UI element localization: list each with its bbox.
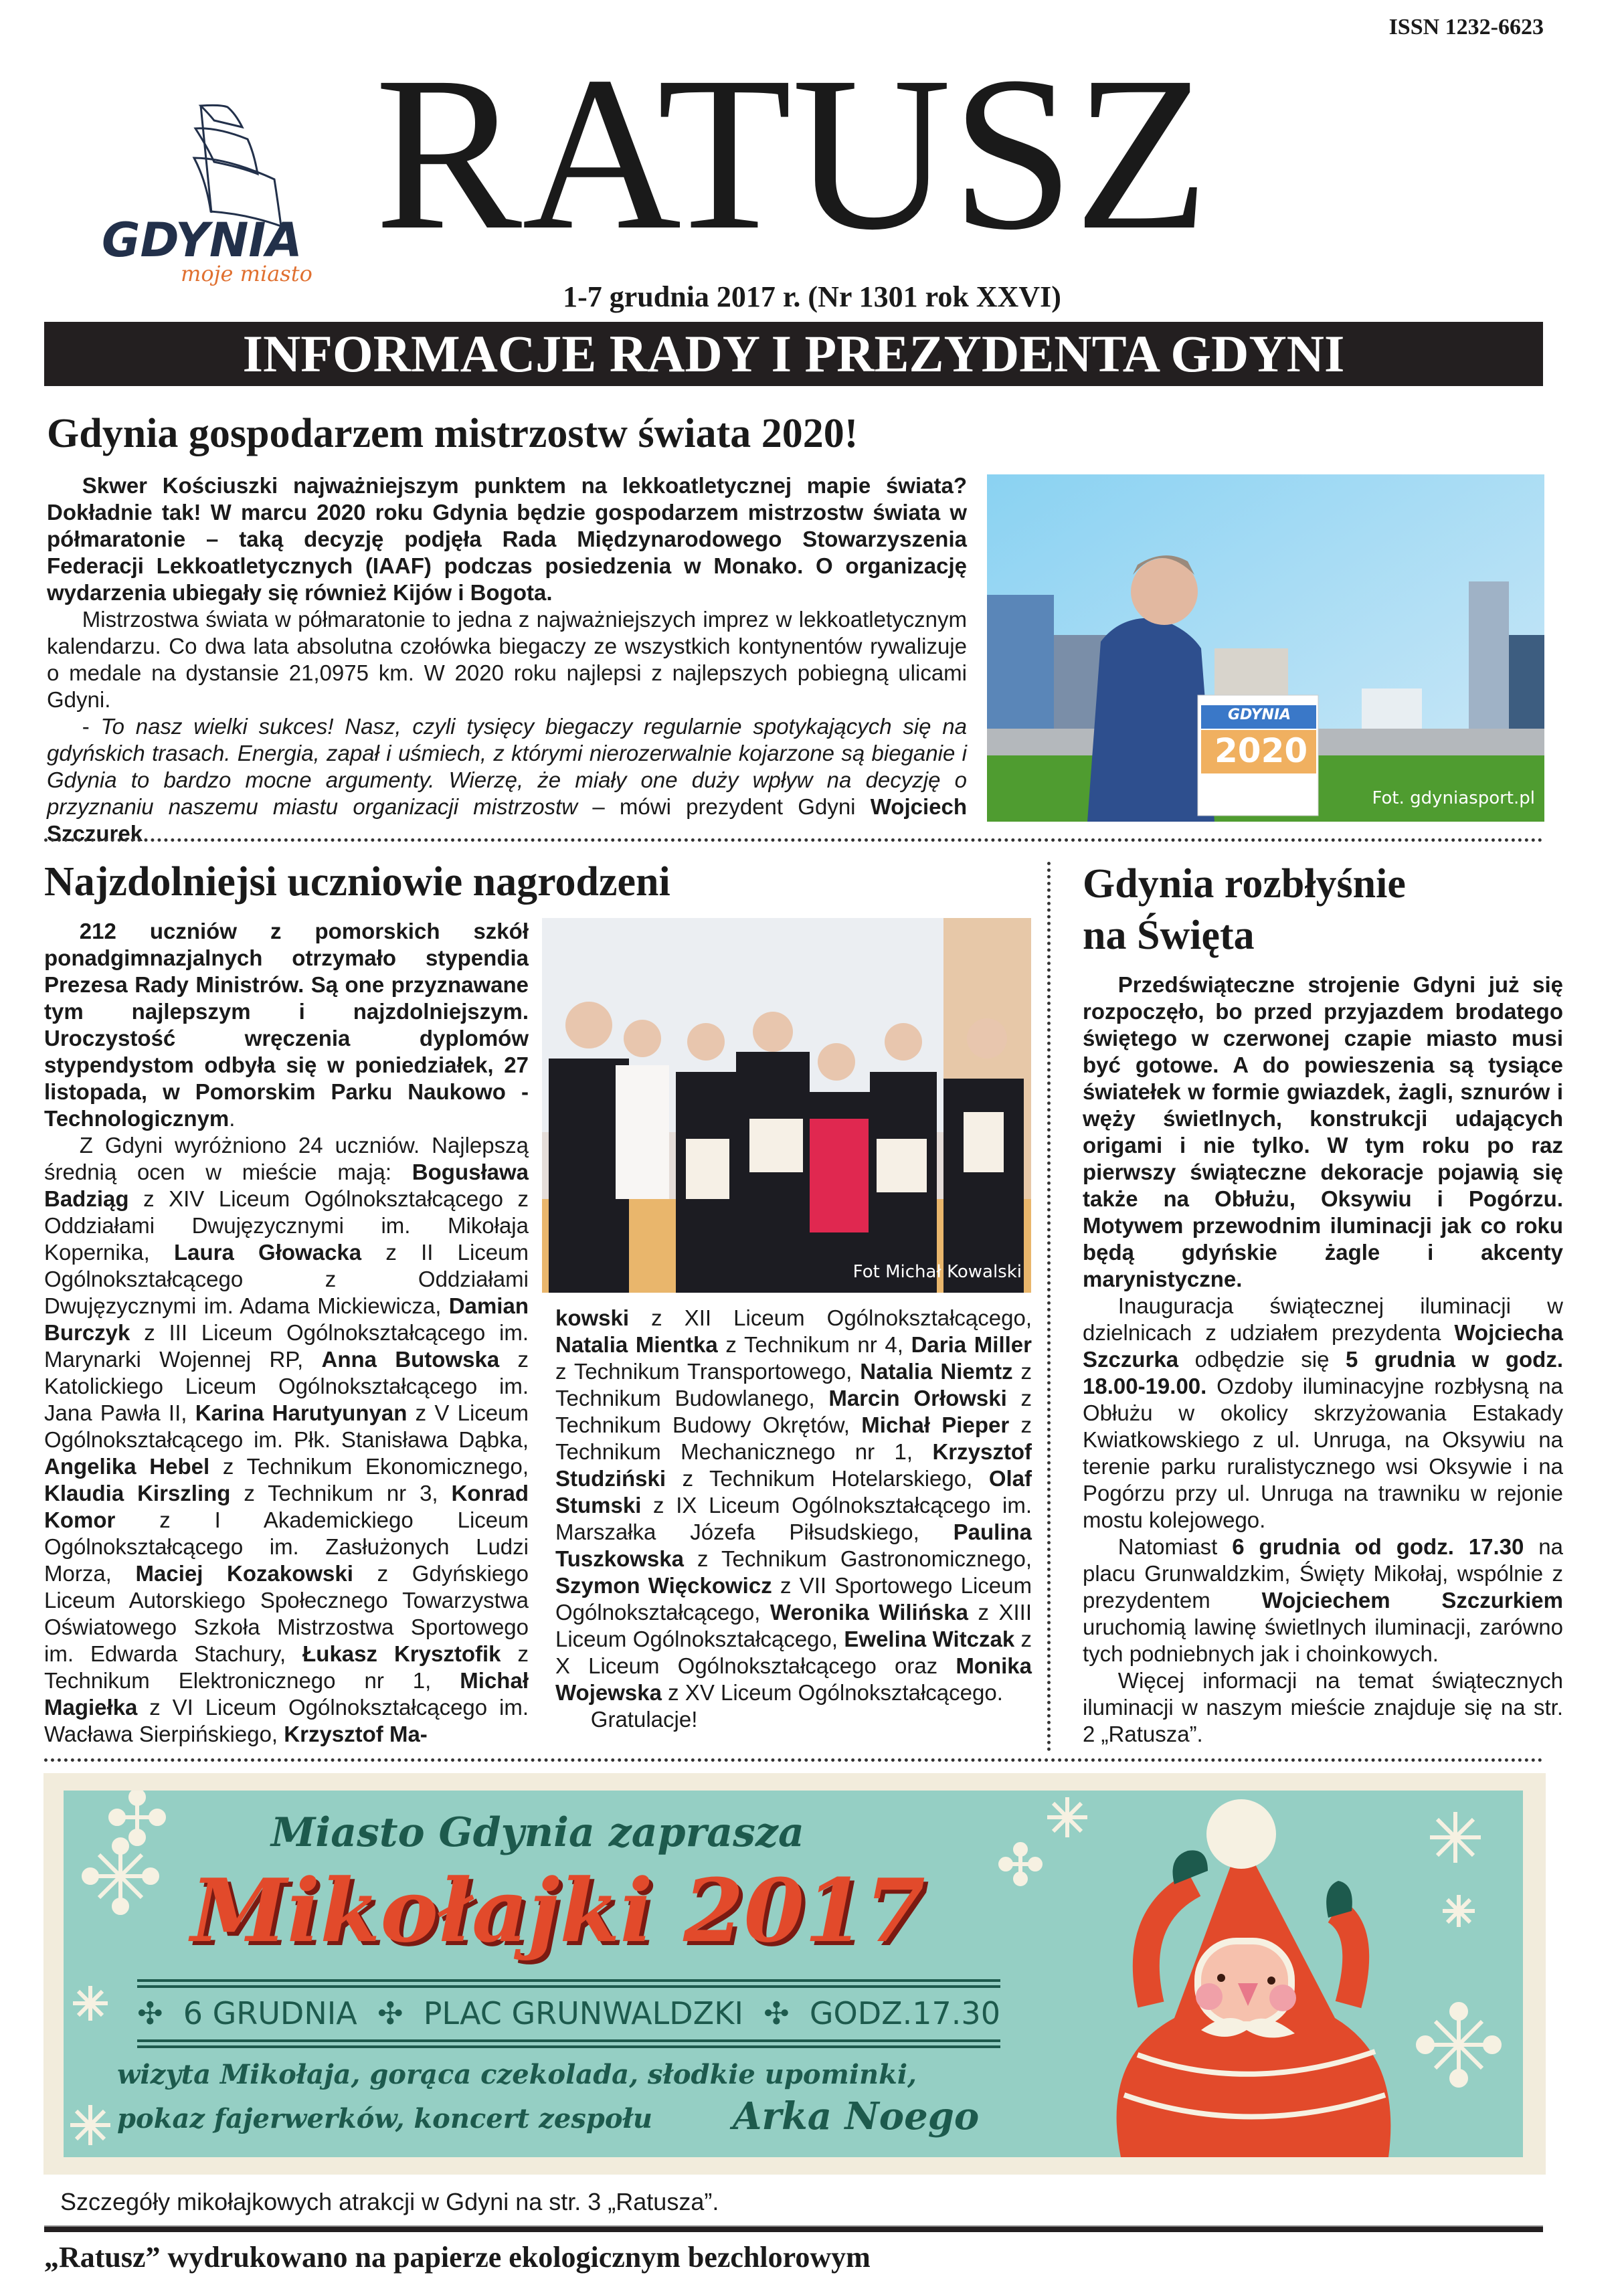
text: z Technikum Gastronomicznego, xyxy=(683,1546,1032,1571)
text: Więcej informacji na temat świątecznych iluminacji w naszym mieście znajduje się na str. 2 „Ratusza”. xyxy=(1083,1668,1563,1746)
gdynia-logo xyxy=(94,100,335,288)
text: Ozdoby iluminacyjne rozbłysną na Obłużu w okolicy skrzyżowania Estakady Kwiatkowskiego z ul. Unruga, na Oksywiu na terenie parku ruralistycznego wsi Oksywie i na Pogórzu przy ul. Unruga na trawniku w rejonie mostu kolejowego. xyxy=(1083,1374,1563,1532)
text: z III Liceum Ogólnokształcącego im. Marynarki Wojennej RP, xyxy=(44,1320,529,1372)
text: z Technikum Ekonomicznego, xyxy=(209,1454,529,1479)
bold-text: Ewelina Witczak xyxy=(844,1627,1015,1651)
paragraph xyxy=(44,918,529,1132)
quote-text: To nasz wielki sukces! Nasz, czyli tysięcy biegaczy regularnie spotykających się na gdyńskich trasach. Energia, zapał i uśmiech, z którymi nierozerwalnie kojarzone są bieganie i Gdynia to bardzo mocne argumenty. Wierzę, że miały one duży wpływ na decyzję o przyznaniu naszemu miastu organizacji mistrzostw xyxy=(47,714,967,819)
text: z Technikum Transportowego, xyxy=(555,1359,861,1384)
bold-text: Wojciechem Szczurkiem xyxy=(1261,1588,1563,1613)
text: Gratulacje! xyxy=(590,1707,698,1732)
article3-headline-line1: Gdynia rozbłyśnie xyxy=(1083,861,1406,907)
text: Z Gdyni wyróżniono 24 uczniów. Najlepszą średnią ocen w mieście mają: xyxy=(44,1133,529,1184)
bold-text: kowski xyxy=(555,1305,630,1330)
promo-info-date: 6 GRUDNIA xyxy=(183,1995,357,2031)
text: na placu Grunwaldzkim, Święty Mikołaj, wspólnie z prezydentem xyxy=(1083,1534,1564,1613)
issn-number: ISSN 1232-6623 xyxy=(1388,15,1544,39)
bold-text: Laura Głowacka xyxy=(173,1240,362,1265)
paragraph xyxy=(47,472,967,606)
paragraph xyxy=(47,606,967,713)
bold-text: Marcin Orłowski xyxy=(828,1386,1007,1410)
text: z Technikum nr 4, xyxy=(717,1332,911,1357)
promo-rule-bottom xyxy=(137,2039,1000,2048)
text: z VI Liceum Ogólnokształcącego im. Wacława Sierpińskiego, xyxy=(44,1695,529,1746)
bold-text: Przedświąteczne strojenie Gdyni już się rozpoczęło, bo przed przyjazdem brodatego świętego w czerwonej czapie miasto musi być gotowe. A do powieszenia są tysiące światełek w formie gwiazdek, żagli, sznurów i węży świetlnych, konstrukcji udających origami i nie tylko. W tym roku po raz pierwszy świąteczne dekoracje pojawią się także na Obłużu, Oksywiu i Pogórzu. Motywem przewodnim iluminacji jak co roku będą gdyńskie żagle i akcenty marynistyczne. xyxy=(1083,972,1563,1291)
article2-headline: Najzdolniejsi uczniowie nagrodzeni xyxy=(44,859,670,905)
masthead-title: RATUSZ xyxy=(375,40,1209,268)
text: z II Liceum Ogólnokształcącego z Oddziałami Dwujęzycznymi im. Adama Mickiewicza, xyxy=(44,1240,529,1318)
bold-text: Michał Magiełka xyxy=(44,1668,529,1720)
promo-description-line1: wizyta Mikołaja, gorąca czekolada, słodkie upominki, xyxy=(117,2059,917,2090)
text: z XIV Liceum Ogólnokształcącego z Oddziałami Dwujęzycznymi im. Mikołaja Kopernika, xyxy=(44,1186,529,1265)
sign-logo-text: GDYNIA xyxy=(1228,707,1291,723)
logo-wordmark: GDYNIA xyxy=(102,213,302,268)
logo-tagline: moje miasto xyxy=(181,261,312,286)
sign-number: 2020 xyxy=(1214,731,1308,770)
text: Inauguracja świątecznej iluminacji w dzielnicach z udziałem prezydenta xyxy=(1083,1293,1563,1345)
text: odbędzie się xyxy=(1178,1347,1346,1372)
bold-text: Bogusława Badziąg xyxy=(44,1160,529,1211)
text: z Technikum Hotelarskiego, xyxy=(666,1466,989,1491)
text: z Technikum nr 3, xyxy=(230,1481,452,1505)
text: z IX Liceum Ogólnokształcącego im. Marszałka Józefa Piłsudskiego, xyxy=(555,1493,1032,1544)
article2-photo xyxy=(542,918,1031,1293)
promo-info-row xyxy=(137,1991,1000,2035)
section-banner: INFORMACJE RADY I PREZYDENTA GDYNI xyxy=(44,322,1543,386)
promo-title: Mikołajki 2017 xyxy=(191,1859,925,1962)
text: Natomiast xyxy=(1117,1534,1233,1559)
article2-column-a xyxy=(44,918,529,1748)
text: z Gdyńskiego Liceum Autorskiego Społecznego Towarzystwa Oświatowego Szkoła Mistrzostwa Sportowego im. Edwarda Stachury, xyxy=(44,1561,529,1666)
bold-text: Klaudia Kirszling xyxy=(44,1481,231,1505)
bold-text: Skwer Kościuszki najważniejszym punktem na lekkoatletycznej mapie świata? Dokładnie tak! W marcu 2020 roku Gdynia będzie gospodarzem mistrzostw świata w półmaratonie – taką decyzję podjęła Rada Międzynarodowego Stowarzyszenia Federacji Lekkoatletycznych (IAAF) podczas posiedzenia w Monako. O organizację wydarzenia ubiegały się również Kijów i Bogota. xyxy=(47,473,967,605)
issue-date: 1-7 grudnia 2017 r. (Nr 1301 rok XXVI) xyxy=(563,280,1061,313)
paragraph xyxy=(44,1132,529,1748)
paragraph xyxy=(1083,1667,1563,1748)
article1-headline: Gdynia gospodarzem mistrzostw świata 2020! xyxy=(47,411,859,456)
article3-body xyxy=(1083,972,1563,1748)
promo-invite-line: Miasto Gdynia zaprasza xyxy=(271,1809,804,1856)
text: z I Akademickiego Liceum Ogólnokształcącego im. Zasłużonych Ludzi Morza, xyxy=(44,1507,529,1586)
text: Mistrzostwa świata w półmaratonie to jedna z najważniejszych imprez w lekkoatletycznym kalendarzu. Co dwa lata absolutna czołówka biegaczy ze wszystkich kontynentów rywalizuje o medale na dystansie 21,0975 km. W 2020 roku najlepsi z najlepszych pobiegną ulicami Gdyni. xyxy=(47,607,967,712)
clover-icon: ✣ xyxy=(137,1995,163,2031)
paragraph xyxy=(1083,1534,1563,1667)
promo-caption: Szczegóły mikołajkowych atrakcji w Gdyni na str. 3 „Ratusza”. xyxy=(60,2188,719,2215)
text: . xyxy=(229,1106,236,1131)
footer-note: „Ratusz” wydrukowano na papierze ekologicznym bezchlorowym xyxy=(44,2241,871,2274)
clover-icon: ✣ xyxy=(377,1995,403,2031)
article1-body xyxy=(47,472,967,847)
bold-text: Natalia Niemtz xyxy=(860,1359,1013,1384)
text: z Technikum Budowy Okrętów, xyxy=(555,1386,1032,1437)
promo-info-place: PLAC GRUNWALDZKI xyxy=(423,1995,743,2031)
bold-text: Monika Wojewska xyxy=(555,1653,1032,1705)
article1-photo xyxy=(987,474,1544,822)
column-divider xyxy=(1047,862,1051,1752)
photo-credit: Fot Michał Kowalski xyxy=(852,1262,1022,1282)
text: - xyxy=(82,714,101,739)
text: z X Liceum Ogólnokształcącego oraz xyxy=(555,1627,1032,1678)
paragraph xyxy=(555,1706,1032,1733)
bold-text: Szymon Więckowicz xyxy=(555,1573,772,1598)
text: . xyxy=(143,821,149,846)
promo-info-time: GODZ.17.30 xyxy=(809,1995,1000,2031)
bold-text: Damian Burczyk xyxy=(44,1293,529,1345)
mikolajki-banner xyxy=(43,1773,1546,2175)
text: uruchomią lawinę świetlnych iluminacji, zarówno tych podniebnych jak i choinkowych. xyxy=(1083,1615,1563,1666)
bold-text: Olaf Stumski xyxy=(555,1466,1032,1518)
bold-text: 5 grudnia w godz. 18.00-19.00. xyxy=(1083,1347,1563,1398)
bold-text: Natalia Mientka xyxy=(555,1332,718,1357)
bold-text: Konrad Komor xyxy=(44,1481,529,1532)
bold-text: Łukasz Krysztofik xyxy=(302,1641,501,1666)
text: z Katolickiego Liceum Ogólnokształcącego im. Jana Pawła II, xyxy=(44,1347,529,1425)
paragraph xyxy=(555,1305,1032,1706)
promo-band-name: Arka Noego xyxy=(733,2094,980,2138)
text: z V Liceum Ogólnokształcącego im. Płk. Stanisława Dąbka, xyxy=(44,1400,529,1452)
article3-headline-line2: na Święta xyxy=(1083,913,1255,958)
promo-description-line2: pokaz fajerwerków, koncert zespołu xyxy=(117,2103,652,2134)
text: z Technikum Budowlanego, xyxy=(555,1359,1032,1410)
bold-text: 6 grudnia od godz. 17.30 xyxy=(1232,1534,1524,1559)
bold-text: Wojciecha Szczurka xyxy=(1083,1320,1563,1372)
footer-rule xyxy=(44,2225,1543,2232)
bold-text: Weronika Wilińska xyxy=(770,1600,968,1625)
text: z Technikum Elektronicznego nr 1, xyxy=(44,1641,529,1693)
text: z XV Liceum Ogólnokształcącego. xyxy=(661,1680,1003,1705)
paragraph xyxy=(1083,1293,1563,1534)
text: z XIII Liceum Ogólnokształcącego, xyxy=(555,1600,1032,1651)
bold-text: Krzysztof Studziński xyxy=(555,1439,1032,1491)
bold-text: 212 uczniów z pomorskich szkół ponadgimnazjalnych otrzymało stypendia Prezesa Rady Ministrów. Są one przyznawane tym najlepszym i najzdolniejszym. Uroczystość wręczenia dyplomów stypendystom odbyła się w poniedziałek, 27 listopada, w Pomorskim Parku Naukowo -Technologicznym xyxy=(44,919,529,1131)
bold-text: Angelika Hebel xyxy=(44,1454,210,1479)
paragraph xyxy=(47,713,967,847)
bold-text: Krzysztof Ma- xyxy=(284,1722,428,1746)
section-divider xyxy=(44,838,1543,842)
photo-credit: Fot. gdyniasport.pl xyxy=(1372,788,1535,808)
clover-icon: ✣ xyxy=(763,1995,790,2031)
bold-text: Anna Butowska xyxy=(321,1347,500,1372)
bold-text: Wojciech Szczurek xyxy=(47,794,967,846)
promo-rule-top xyxy=(137,1979,1000,1988)
bold-text: Michał Pieper xyxy=(861,1412,1010,1437)
section-divider xyxy=(44,1758,1543,1762)
santa-illustration xyxy=(1117,1799,1391,2157)
bold-text: Maciej Kozakowski xyxy=(135,1561,353,1586)
bold-text: Karina Harutyunyan xyxy=(195,1400,408,1425)
paragraph xyxy=(1083,972,1563,1293)
text: – mówi prezydent Gdyni xyxy=(577,794,871,819)
text: z XII Liceum Ogólnokształcącego, xyxy=(629,1305,1032,1330)
text: z Technikum Mechanicznego nr 1, xyxy=(555,1412,1032,1464)
bold-text: Paulina Tuszkowska xyxy=(555,1520,1032,1571)
bold-text: Daria Miller xyxy=(911,1332,1032,1357)
article2-column-b xyxy=(555,1305,1032,1733)
text: z VII Sportowego Liceum Ogólnokształcącego, xyxy=(555,1573,1032,1625)
